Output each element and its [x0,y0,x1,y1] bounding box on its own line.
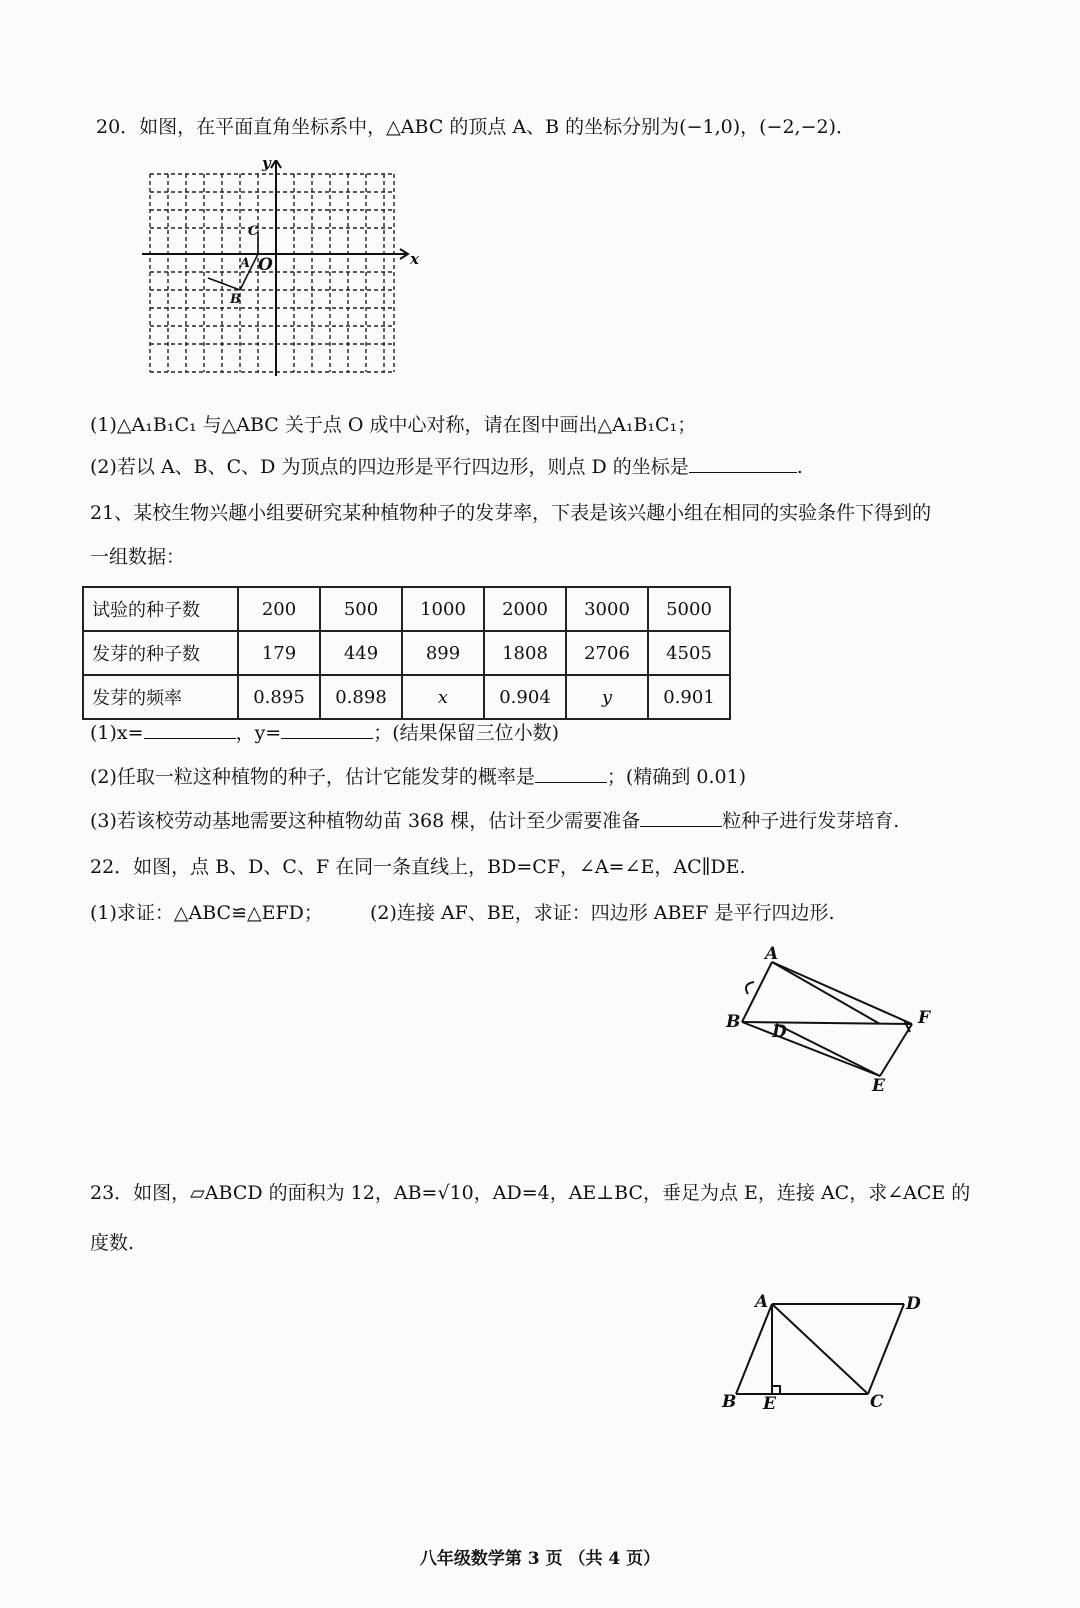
q20-part1: (1)△A₁B₁C₁ 与△ABC 关于点 O 成中心对称，请在图中画出△A₁B₁C₁； [90,414,697,436]
origin-label: O [258,255,273,275]
table-cell: y [566,675,648,719]
q22-stem: 22．如图，点 B、D、C、F 在同一条直线上，BD=CF，∠A=∠E，AC∥DE. [90,856,746,878]
q22-part1: (1)求证：△ABC≌△EFD； [90,902,323,924]
table-cell: x [402,675,484,719]
table-cell: 发芽的频率 [83,675,238,719]
table-cell: 200 [238,587,320,631]
point-a-label: A [240,256,251,271]
q22-label-f: F [918,1008,931,1028]
table-cell: 1000 [402,587,484,631]
q22-figure [720,950,950,1100]
point-b-label: B [230,292,241,307]
q23-label-a: A [755,1292,769,1312]
q21-stem-line1: 21、某校生物兴趣小组要研究某种植物种子的发芽率，下表是该兴趣小组在相同的实验条件下得到的 [90,502,932,524]
q20-stem: 20．如图，在平面直角坐标系中，△ABC 的顶点 A、B 的坐标分别为(−1,0)，(−2,−2)． [96,116,856,138]
answer-blank[interactable] [689,456,797,473]
q23-label-d: D [906,1294,921,1314]
q21-part3: (3)若该校劳动基地需要这种植物幼苗 368 棵，估计至少需要准备 粒种子进行发芽培育. [90,810,900,832]
q22-label-b: B [726,1012,741,1032]
table-cell: 3000 [566,587,648,631]
table-cell: 2706 [566,631,648,675]
q21-part1: (1)x= ，y= ；(结果保留三位小数) [90,722,560,744]
table-cell: 449 [320,631,402,675]
table-cell: 5000 [648,587,730,631]
q22-part2: (2)连接 AF、BE，求证：四边形 ABEF 是平行四边形. [370,902,835,924]
table-row [83,587,730,631]
table-cell: 179 [238,631,320,675]
q21-part2: (2)任取一粒这种植物的种子，估计它能发芽的概率是 ；(精确到 0.01) [90,766,747,788]
y-axis-label: y [262,154,271,172]
q23-label-b: B [722,1392,737,1412]
table-cell: 1808 [484,631,566,675]
table-cell: 899 [402,631,484,675]
q22-label-a: A [765,944,779,964]
table-row [83,631,730,675]
table-cell: 发芽的种子数 [83,631,238,675]
table-cell: 0.895 [238,675,320,719]
q22-label-d: D [772,1022,787,1042]
page-footer: 八年级数学第 3 页 （共 4 页） [419,1549,661,1569]
germination-table [82,586,731,720]
answer-blank[interactable] [535,766,607,783]
answer-blank[interactable] [144,722,236,739]
q22-label-e: E [872,1076,885,1096]
point-c-label: C [248,224,259,239]
x-axis-label: x [410,250,419,268]
table-row [83,675,730,719]
answer-blank[interactable] [281,722,373,739]
table-cell: 2000 [484,587,566,631]
table-cell: 0.901 [648,675,730,719]
answer-blank[interactable] [640,810,722,827]
table-cell: 0.904 [484,675,566,719]
q23-label-e: E [763,1394,776,1414]
table-cell: 500 [320,587,402,631]
q23-label-c: C [870,1392,884,1412]
table-cell: 4505 [648,631,730,675]
coordinate-grid [140,160,420,382]
q20-part2: (2)若以 A、B、C、D 为顶点的四边形是平行四边形，则点 D 的坐标是 . [90,456,803,478]
table-cell: 0.898 [320,675,402,719]
q21-stem-line2: 一组数据： [90,546,186,568]
q23-stem-line2: 度数. [90,1232,135,1254]
q23-stem-line1: 23．如图，▱ABCD 的面积为 12，AB=√10，AD=4，AE⊥BC，垂足为点 E，连接 AC，求∠ACE 的 [90,1182,971,1204]
table-cell: 试验的种子数 [83,587,238,631]
